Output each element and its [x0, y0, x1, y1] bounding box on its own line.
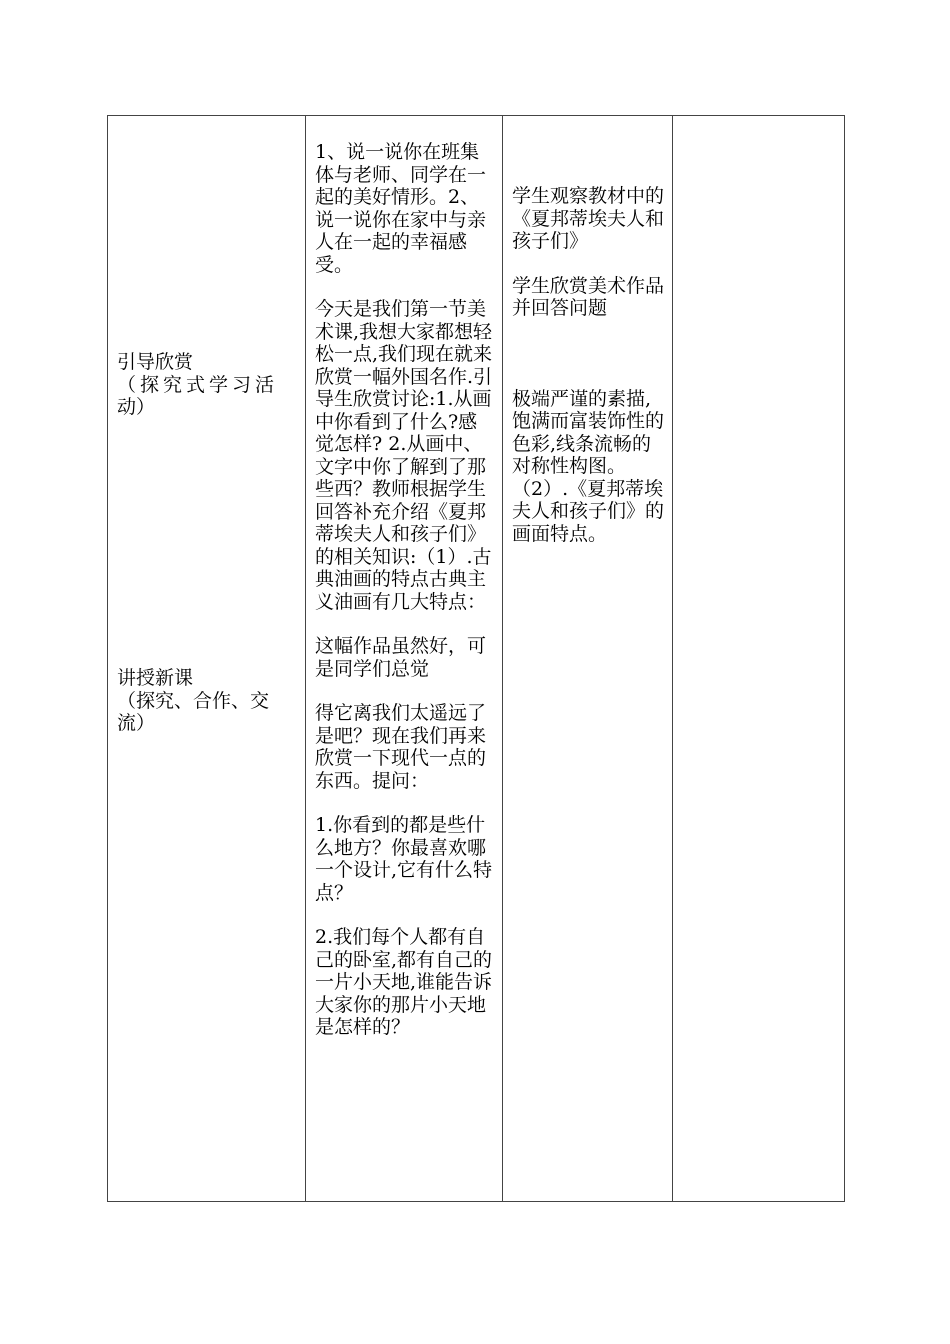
student-paragraph-3: 极端严谨的素描,饱满而富装饰性的色彩,线条流畅的对称性构图。（2）.《夏邦蒂埃夫人和孩子们》的画面特点。 [512, 387, 665, 545]
teacher-paragraph-3: 这幅作品虽然好，可是同学们总觉 [315, 635, 487, 680]
student-paragraph-2: 学生欣赏美术作品并回答问题 [512, 274, 665, 319]
stage2-subtitle-line1: （探究、合作、交 [117, 689, 270, 712]
student-activity-text [512, 185, 664, 545]
teacher-paragraph-2: 今天是我们第一节美术课,我想大家都想轻松一点,我们现在就来欣赏一幅外国名作.引导生欣赏讨论:1.从画中你看到了什么?感觉怎样? 2.从画中、文字中你了解到了那些西？教师根据学生回答补充介绍《夏邦蒂埃夫人和孩子们》的相关知识:（1）.古典油画的特点古典主义油画有几大特点： [315, 298, 493, 613]
table-row [108, 116, 845, 1202]
stage-cell [108, 116, 306, 1202]
stage1-title: 引导欣赏 [117, 351, 194, 373]
teacher-paragraph-5: 1.你看到的都是些什么地方？你最喜欢哪一个设计,它有什么特点？ [315, 814, 493, 904]
teacher-paragraph-4: 得它离我们太遥远了是吧？现在我们再来欣赏一下现代一点的东西。提问： [315, 702, 487, 792]
student-paragraph-1: 学生观察教材中的《夏邦蒂埃夫人和孩子们》 [512, 185, 665, 252]
stage2-subtitle-line2: 流） [117, 712, 156, 734]
stage1-subtitle-line1: （探究式学习活 [117, 373, 279, 396]
notes-cell [673, 116, 845, 1202]
stage-guided-appreciation [117, 351, 297, 419]
stage-new-lesson [117, 667, 297, 735]
teacher-activity-cell [306, 116, 503, 1202]
teacher-paragraph-1: 1、说一说你在班集体与老师、同学在一起的美好情形。2、说一说你在家中与亲人在一起的幸福感受。 [315, 141, 487, 276]
stage1-subtitle-line2: 动） [117, 396, 156, 418]
teacher-activity-text [315, 141, 494, 1039]
teacher-paragraph-6: 2.我们每个人都有自己的卧室,都有自己的一片小天地,谁能告诉大家你的那片小天地是怎样的？ [315, 926, 493, 1038]
student-activity-cell [503, 116, 673, 1202]
lesson-plan-table [107, 115, 845, 1202]
stage2-title: 讲授新课 [117, 667, 194, 689]
